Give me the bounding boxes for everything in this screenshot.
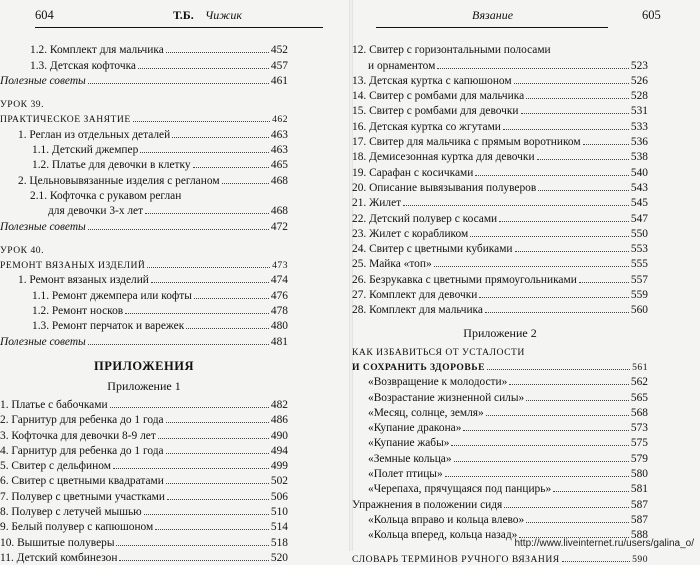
toc-leader-dots [445,476,629,477]
left-header-title: Чижик [205,8,243,22]
toc-spacer [0,348,288,356]
toc-entry-page: 457 [270,59,288,72]
toc-entry-page: 463 [270,144,288,157]
right-page-number: 605 [642,8,661,22]
toc-entry-label: УРОК 40. [0,244,44,256]
toc-entry-page: 528 [630,90,648,103]
toc-entry-label: 17. Свитер для мальчика с прямым воротником [352,136,581,149]
toc-entry-label: «Купание дракона» [368,422,462,435]
right-page [352,0,700,565]
toc-entry [0,332,288,347]
toc-entry-label: 1.1. Ремонт джемпера или кофты [32,289,192,302]
toc-entry-label: 1. Платье с бабочками [0,398,108,411]
toc-entry-page: 480 [270,320,288,333]
toc-leader-dots [158,438,269,439]
toc-entry-label: 1.2. Платье для девочки в клетку [32,159,191,172]
toc-entry-label: 28. Комплект для мальчика [352,304,483,317]
toc-entry [352,56,648,71]
toc-entry [352,495,648,510]
toc-entry-label: 24. Свитер с цветными кубиками [352,243,513,256]
toc-leader-dots [514,83,629,84]
toc-leader-dots [88,229,269,230]
toc-leader-dots [499,221,629,222]
toc-entry [352,255,648,270]
toc-entry-label: 22. Детский полувер с косами [352,212,498,225]
appendices-heading: ПРИЛОЖЕНИЯ [94,359,194,374]
toc-entry [0,396,288,411]
toc-leader-dots [515,251,629,252]
toc-entry-page: 468 [270,174,288,187]
toc-entry [352,549,648,564]
toc-entry-page: 461 [270,74,288,87]
toc-leader-dots [140,152,269,153]
toc-entry-label: 8. Полувер с летучей мышью [0,506,142,519]
toc-entry-page: 562 [630,376,648,389]
toc-entry-label: РЕМОНТ ВЯЗАНЫХ ИЗДЕЛИЙ [0,260,146,272]
toc-leader-dots [451,445,628,446]
toc-entry-label: УРОК 39. [0,99,44,111]
toc-entry [352,163,648,178]
toc-entry [352,465,648,480]
toc-entry-page: 494 [270,444,288,457]
toc-entry [0,286,288,301]
toc-entry-label: для девочки 3-х лет [48,205,144,218]
toc-entry [352,404,648,419]
toc-entry [352,373,648,388]
toc-entry [352,434,648,449]
toc-entry-label: «Кольца вперед, кольца назад» [368,529,518,542]
toc-entry-page: 490 [270,429,288,442]
toc-entry-label: 2.1. Кофточка с рукавом реглан [30,189,182,202]
toc-entry-page: 514 [270,521,288,534]
toc-leader-dots [147,267,270,268]
toc-entry-page: 579 [630,452,648,465]
toc-entry [352,240,648,255]
toc-entry [0,171,288,186]
toc-entry-label: 19. Сарафан с косичками [352,166,474,179]
toc-entry-label: «Месяц, солнце, земля» [368,406,484,419]
toc-entry-label: «Возвращение к молодости» [368,376,508,389]
toc-entry-page: 550 [630,227,648,240]
toc-entry [352,449,648,464]
toc-entry [352,179,648,194]
toc-entry-page: 486 [270,414,288,427]
toc-entry-page: 573 [630,422,648,435]
toc-entry-label: 16. Детская куртка со жгутами [352,120,501,133]
toc-entry-label: 10. Вышитые полуверы [0,536,115,549]
toc-entry-label: Упражнения в положении сидя [352,498,503,511]
toc-entry-page: 587 [630,498,648,511]
toc-entry-page: 468 [270,205,288,218]
toc-entry-page: 533 [630,120,648,133]
toc-entry-label: 1.3. Детская кофточка [30,59,136,72]
right-header-rule [376,27,608,28]
toc-leader-dots [222,183,269,184]
toc-leader-dots [504,507,629,508]
toc-entry-label: Полезные советы [0,74,86,87]
toc-entry-label: 6. Свитер с цветными квадратами [0,475,164,488]
toc-leader-dots [116,545,268,546]
toc-entry-label: 7. Полувер с цветными участками [0,490,165,503]
toc-leader-dots [138,68,269,69]
toc-leader-dots [193,167,269,168]
toc-entry [352,419,648,434]
toc-leader-dots [166,52,269,53]
toc-entry-label: 11. Детский комбинезон [0,551,118,564]
toc-entry [0,472,288,487]
toc-entry-page: 482 [270,398,288,411]
toc-entry-label: 15. Свитер с ромбами для девочки [352,105,519,118]
toc-leader-dots [487,369,630,370]
toc-entry [352,225,648,240]
toc-entry [0,426,288,441]
toc-entry [352,133,648,148]
toc-entry [352,87,648,102]
toc-entry-page: 462 [272,114,288,126]
toc-leader-dots [521,113,629,114]
toc-leader-dots [166,453,269,454]
toc-entry-label: 2. Цельновывязанные изделия с регланом [18,174,220,187]
toc-leader-dots [133,121,270,122]
toc-entry [0,411,288,426]
toc-entry-label: ПРАКТИЧЕСКОЕ ЗАНЯТИЕ [0,114,131,126]
toc-entry-label: 2. Гарнитур для ребенка до 1 года [0,414,164,427]
toc-entry [0,156,288,171]
toc-entry-page: 540 [630,166,648,179]
toc-entry-label: 18. Демисезонная куртка для девочки [352,151,535,164]
right-toc [352,41,648,565]
toc-leader-dots [403,205,629,206]
toc-leader-dots [509,384,629,385]
toc-entry [0,72,288,87]
toc-entry [352,388,648,403]
toc-entry-page: 543 [630,181,648,194]
toc-entry-page: 452 [270,44,288,57]
appendix-1-subtitle: Приложение 1 [107,379,181,394]
toc-spacer [0,233,288,241]
toc-entry [0,202,288,217]
toc-entry-label: 14. Свитер с ромбами для мальчика [352,90,525,103]
toc-leader-dots [110,407,269,408]
toc-entry-page: 472 [270,220,288,233]
toc-spacer [0,87,288,95]
toc-entry-label: 13. Детская куртка с капюшоном [352,74,512,87]
toc-entry [0,241,288,256]
toc-entry-page: 531 [630,105,648,118]
toc-leader-dots [486,415,629,416]
toc-leader-dots [583,144,629,145]
toc-entry-label: 5. Свитер с дельфином [0,460,111,473]
toc-entry-page: 557 [630,273,648,286]
toc-entry [352,194,648,209]
toc-entry-label: 1.2. Комплект для мальчика [30,44,164,57]
toc-entry [0,95,288,110]
toc-leader-dots [166,483,269,484]
toc-leader-dots [88,83,269,84]
toc-leader-dots [479,297,629,298]
toc-entry [0,41,288,56]
toc-entry-label: Полезные советы [0,220,86,233]
left-header-rule [35,27,323,28]
toc-entry [352,148,648,163]
toc-entry [352,41,648,56]
right-header-title: Вязание [472,8,514,22]
toc-entry-page: 560 [630,304,648,317]
left-page [0,0,350,564]
toc-entry [0,442,288,457]
toc-entry-page: 523 [630,59,648,72]
toc-entry [0,256,288,271]
toc-leader-dots [434,266,629,267]
toc-entry [0,187,288,202]
toc-entry-label: 27. Комплект для девочки [352,289,478,302]
toc-entry-page: 481 [270,335,288,348]
toc-entry-page: 476 [270,289,288,302]
toc-entry [0,302,288,317]
toc-leader-dots [485,312,629,313]
toc-entry [352,102,648,117]
toc-entry-label: И СОХРАНИТЬ ЗДОРОВЬЕ [352,361,486,373]
toc-leader-dots [167,499,269,500]
toc-entry-label: «Черепаха, прячущаяся под панцирь» [368,483,552,496]
toc-leader-dots [437,68,629,69]
toc-entry [0,317,288,332]
toc-leader-dots [172,137,269,138]
left-toc [0,41,288,564]
toc-entry-page: 463 [270,128,288,141]
toc-leader-dots [579,282,629,283]
toc-entry-page: 536 [630,136,648,149]
toc-entry-page: 559 [630,289,648,302]
toc-entry-label: 1. Реглан из отдельных деталей [18,128,171,141]
toc-entry [0,271,288,286]
toc-entry [352,480,648,495]
toc-leader-dots [562,561,630,562]
toc-entry [352,301,648,316]
toc-entry [0,503,288,518]
toc-entry-page: 561 [632,361,648,373]
toc-entry-label: «Полет птицы» [368,468,443,481]
toc-leader-dots [119,560,268,561]
toc-entry [0,518,288,533]
toc-entry-page: 545 [630,197,648,210]
toc-leader-dots [151,282,269,283]
toc-entry-label: 21. Жилет [352,197,402,210]
toc-leader-dots [144,514,269,515]
watermark-url: http://www.liveinternet.ru/users/galina_o/ [514,538,694,549]
toc-entry-page: 587 [630,513,648,526]
toc-entry-label: «Земные кольца» [368,452,452,465]
toc-entry-label: «Купание жабы» [368,437,450,450]
toc-entry-label: 1.3. Ремонт перчаток и варежек [32,320,185,333]
toc-entry [352,117,648,132]
toc-entry [0,110,288,125]
toc-entry [352,342,648,357]
toc-entry-page: 553 [630,243,648,256]
toc-entry-page: 502 [270,475,288,488]
toc-entry-page: 538 [630,151,648,164]
toc-leader-dots [503,129,629,130]
toc-entry-label: 23. Жилет с корабликом [352,227,469,240]
toc-entry-label: «Кольца вправо и кольца влево» [368,513,525,526]
toc-entry [352,511,648,526]
toc-leader-dots [538,190,629,191]
toc-entry-page: 520 [270,551,288,564]
appendix-2-subtitle: Приложение 2 [463,325,537,340]
toc-entry [352,72,648,87]
toc-entry-label: 3. Кофточка для девочки 8-9 лет [0,429,156,442]
toc-entry-label: 1.2. Ремонт носков [32,305,124,318]
toc-leader-dots [155,529,269,530]
toc-entry-label: 9. Белый полувер с капюшоном [0,521,154,534]
toc-entry [352,286,648,301]
toc-entry [0,457,288,472]
toc-leader-dots [463,430,628,431]
toc-entry-page: 499 [270,460,288,473]
toc-entry-page: 526 [630,74,648,87]
toc-entry-label: 26. Безрукавка с цветными прямоугольниками [352,273,577,286]
toc-leader-dots [125,313,269,314]
toc-entry [0,141,288,156]
toc-entry-page: 518 [270,536,288,549]
toc-leader-dots [475,175,629,176]
toc-entry-label: 1. Ремонт вязаных изделий [18,274,149,287]
toc-entry-page: 580 [630,468,648,481]
toc-entry [0,125,288,140]
toc-entry-label: 1.1. Детский джемпер [32,144,139,157]
toc-entry-label: 4. Гарнитур для ребенка до 1 года [0,444,164,457]
toc-leader-dots [186,328,269,329]
toc-entry-page: 581 [630,483,648,496]
toc-leader-dots [526,522,629,523]
toc-entry-label: 12. Свитер с горизонтальными полосами [352,44,551,57]
toc-leader-dots [194,298,269,299]
toc-entry-page: 588 [630,529,648,542]
toc-leader-dots [145,213,269,214]
toc-entry [0,56,288,71]
toc-leader-dots [526,400,629,401]
toc-entry-page: 555 [630,258,648,271]
toc-entry-page: 568 [630,406,648,419]
toc-leader-dots [553,491,629,492]
toc-leader-dots [470,236,629,237]
toc-leader-dots [454,461,629,462]
left-page-number: 604 [35,8,54,22]
toc-entry [352,209,648,224]
toc-entry [352,358,648,373]
toc-leader-dots [166,422,269,423]
toc-entry [0,487,288,502]
toc-entry-page: 478 [270,305,288,318]
toc-entry-label: и орнаментом [368,59,436,72]
toc-entry-page: 474 [270,274,288,287]
toc-entry [0,533,288,548]
toc-spacer [352,316,648,324]
toc-leader-dots [113,468,269,469]
toc-entry-page: 510 [270,506,288,519]
toc-entry-label: КАК ИЗБАВИТЬСЯ ОТ УСТАЛОСТИ [352,346,525,358]
toc-entry [0,217,288,232]
left-page-header [35,0,350,24]
toc-entry-page: 506 [270,490,288,503]
toc-entry-label: Полезные советы [0,335,86,348]
toc-leader-dots [88,344,269,345]
toc-entry-page: 565 [630,391,648,404]
toc-entry-page: 547 [630,212,648,225]
toc-entry-label: 20. Описание вывязывания полуверов [352,181,537,194]
toc-entry-label: 25. Майка «топ» [352,258,432,271]
toc-leader-dots [526,98,629,99]
toc-leader-dots [537,159,629,160]
right-page-header [364,0,700,24]
left-header-author: Т.Б. [173,8,194,22]
toc-entry-label: СЛОВАРЬ ТЕРМИНОВ РУЧНОГО ВЯЗАНИЯ [352,553,560,565]
toc-entry [352,270,648,285]
toc-entry-page: 473 [272,260,288,272]
toc-entry-page: 465 [270,159,288,172]
toc-entry-page: 590 [632,553,648,565]
toc-entry-label: «Возрастание жизненной силы» [368,391,525,404]
toc-entry-page: 575 [630,437,648,450]
